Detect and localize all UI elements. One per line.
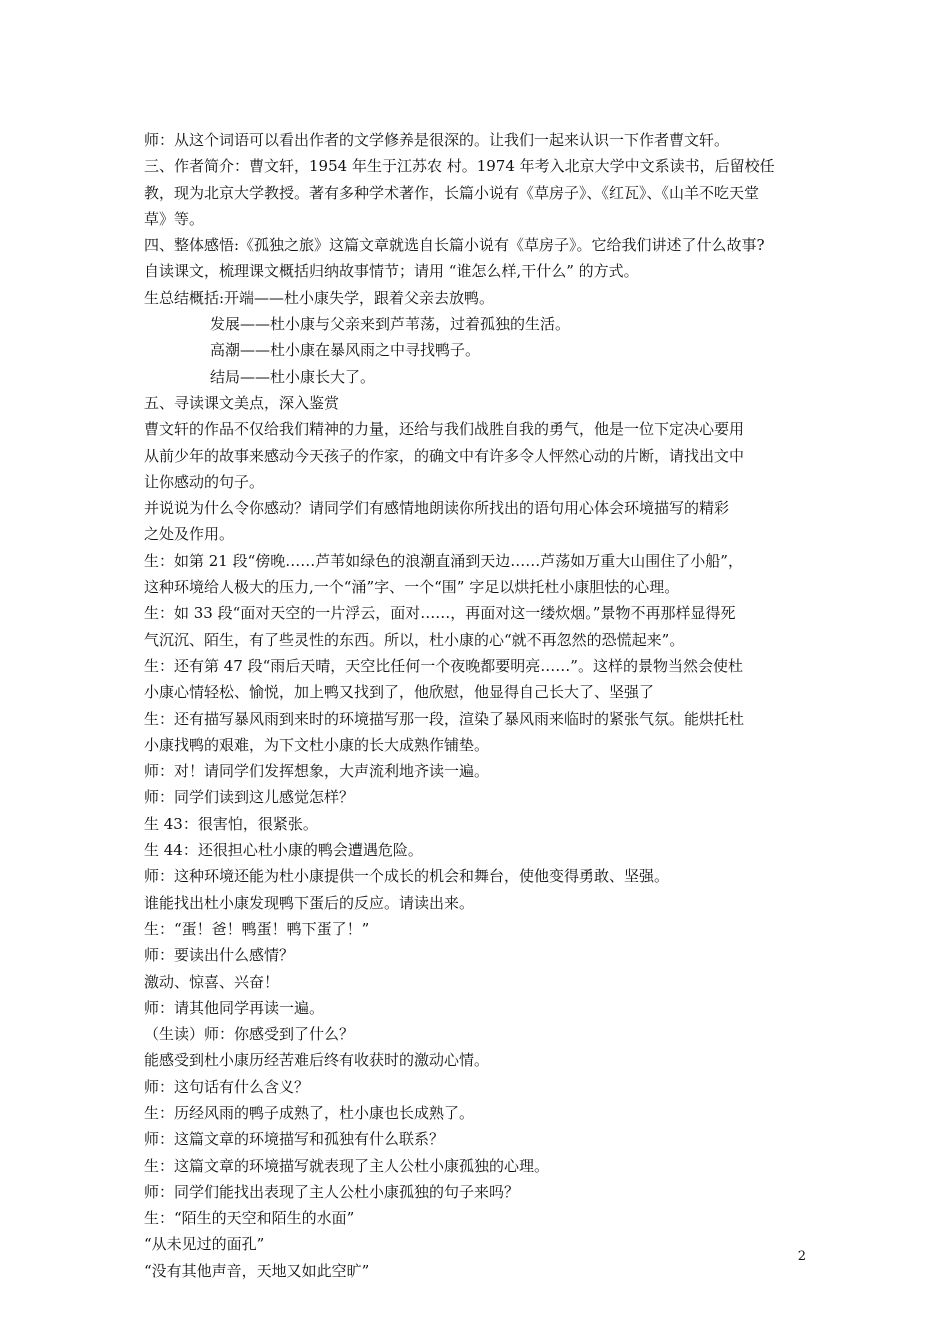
text-line: 生：“蛋！爸！鸭蛋！鸭下蛋了！”: [144, 919, 370, 938]
text-line: “没有其他声音，天地又如此空旷”: [144, 1261, 370, 1280]
text-line: 生 44：还很担心杜小康的鸭会遭遇危险。: [144, 841, 423, 860]
text-line: 师：这句话有什么含义？: [144, 1077, 310, 1096]
text-line: 师：同学们能找出表现了主人公杜小康孤独的句子来吗？: [144, 1182, 520, 1201]
text-line: 四、整体感悟:《孤独之旅》这篇文章就选自长篇小说有《草房子》。它给我们讲述了什么故事?: [144, 236, 765, 255]
text-line: 三、作者简介：曹文轩，1954 年生于江苏农 村。1974 年考入北京大学中文系读书，后留校任: [144, 157, 775, 176]
text-line: 师：要读出什么感情？: [144, 946, 295, 965]
text-line: 气沉沉、陌生，有了些灵性的东西。所以，杜小康的心“就不再忽然的恐慌起来”。: [144, 630, 685, 649]
text-line: 师：从这个词语可以看出作者的文学修养是很深的。让我们一起来认识一下作者曹文轩。: [144, 131, 730, 149]
text-line: 师：对！请同学们发挥想象，大声流利地齐读一遍。: [144, 762, 490, 781]
text-line: 让你感动的句子。: [144, 472, 265, 491]
text-line: 生 43：很害怕，很紧张。: [144, 814, 318, 833]
text-line: 生：如第 21 段“傍晚……芦苇如绿色的浪潮直涌到天边……芦荡如万重大山围住了小船”，: [144, 551, 743, 570]
text-line: 五、寻读课文美点，深入鉴赏: [144, 393, 340, 412]
text-line: 发展——杜小康与父亲来到芦苇荡，过着孤独的生活。: [210, 315, 571, 334]
text-line: 生：这篇文章的环境描写就表现了主人公杜小康孤独的心理。: [144, 1156, 550, 1175]
document-body: [144, 127, 814, 1284]
text-line: 草》等。: [144, 209, 205, 228]
text-line: 教，现为北京大学教授。著有多种学术著作，长篇小说有《草房子》、《红瓦》、《山羊不吃天堂: [144, 183, 760, 202]
text-line: “从未见过的面孔”: [144, 1235, 265, 1254]
text-line: 自读课文，梳理课文概括归纳故事情节；请用 “谁怎么样,干什么” 的方式。: [144, 262, 639, 281]
text-line: 从前少年的故事来感动今天孩子的作家，的确文中有许多令人怦然心动的片断，请找出文中: [144, 446, 745, 465]
text-line: 激动、惊喜、兴奋！: [144, 972, 280, 991]
text-line: 师：这种环境还能为杜小康提供一个成长的机会和舞台，使他变得勇敢、坚强。: [144, 867, 670, 886]
text-line: 并说说为什么令你感动？请同学们有感情地朗读你所找出的语句用心体会环境描写的精彩: [144, 499, 730, 518]
text-line: 小康找鸭的艰难，为下文杜小康的长大成熟作铺垫。: [144, 735, 490, 754]
text-line: 结局——杜小康长大了。: [210, 367, 376, 386]
text-line: 能感受到杜小康历经苦难后终有收获时的激动心情。: [144, 1051, 490, 1070]
text-line: 生：还有描写暴风雨到来时的环境描写那一段，渲染了暴风雨来临时的紧张气氛。能烘托杜: [144, 709, 745, 728]
text-line: 生：如 33 段“面对天空的一片浮云，面对……，再面对这一缕炊烟。”景物不再那样显得死: [144, 604, 736, 623]
text-line: 曹文轩的作品不仅给我们精神的力量，还给与我们战胜自我的勇气，他是一位下定决心要用: [144, 420, 745, 439]
text-line: 师：请其他同学再读一遍。: [144, 998, 325, 1017]
text-line: 生总结概括:开端——杜小康失学，跟着父亲去放鸭。: [144, 288, 495, 307]
text-line: 这种环境给人极大的压力,一个“涌”字、一个“围” 字足以烘托杜小康胆怯的心理。: [144, 578, 680, 597]
text-line: 生：“陌生的天空和陌生的水面”: [144, 1209, 355, 1228]
text-line: 谁能找出杜小康发现鸭下蛋后的反应。请读出来。: [144, 893, 475, 912]
text-line: （生读）师：你感受到了什么？: [144, 1025, 355, 1044]
text-line: 之处及作用。: [144, 525, 235, 544]
page-number: 2: [797, 1249, 806, 1264]
text-line: 师：同学们读到这儿感觉怎样？: [144, 788, 355, 807]
text-line: 生：历经风雨的鸭子成熟了，杜小康也长成熟了。: [144, 1103, 475, 1122]
text-line: 小康心情轻松、愉悦，加上鸭又找到了，他欣慰，他显得自己长大了、坚强了: [144, 683, 655, 702]
text-line: 高潮——杜小康在暴风雨之中寻找鸭子。: [210, 341, 481, 360]
text-line: 师：这篇文章的环境描写和孤独有什么联系？: [144, 1130, 445, 1149]
text-line: 生：还有第 47 段“雨后天晴，天空比任何一个夜晚都要明亮……”。这样的景物当然会使杜: [144, 656, 743, 675]
